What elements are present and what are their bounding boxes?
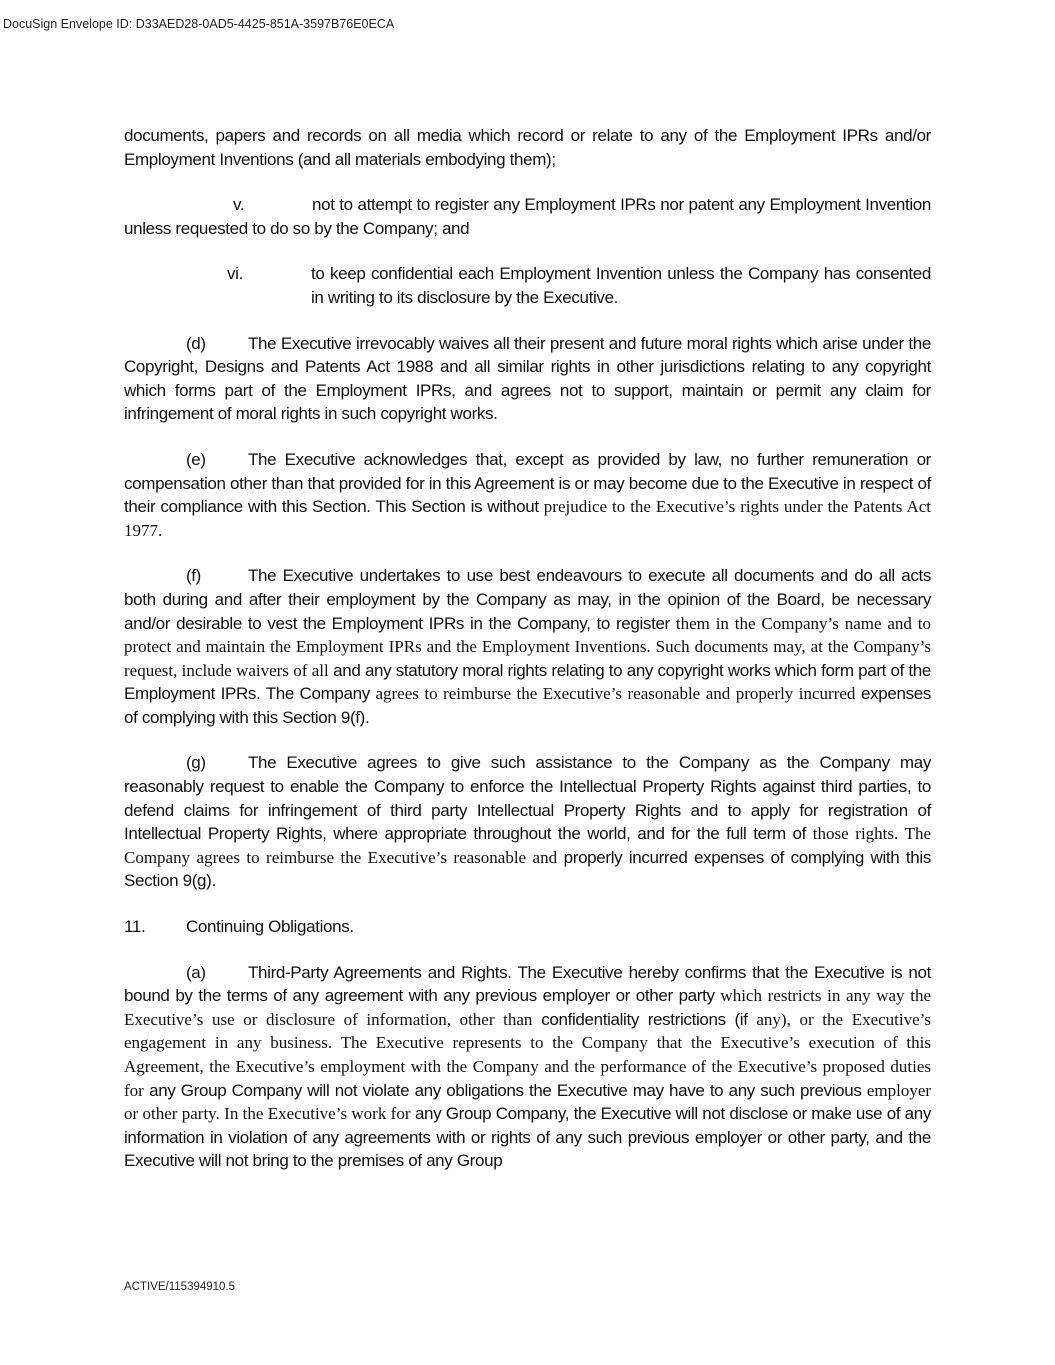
continued-paragraph: documents, papers and records on all media which record or relate to any of the Employment IPRs and/or Employment Inventions (and all materials embodying them); bbox=[124, 126, 931, 169]
document-reference: ACTIVE/115394910.5 bbox=[124, 1281, 236, 1293]
list-marker-vi: vi. bbox=[227, 264, 243, 284]
section-heading-11 bbox=[124, 915, 931, 939]
section-title: Continuing Obligations. bbox=[186, 917, 354, 937]
paragraph-f-text-3: expenses of complying with this Section 9(f). bbox=[124, 684, 932, 727]
paragraph-f-text-serif-2: agrees to reimburse the Executive’s reasonable and properly incurred bbox=[375, 684, 856, 704]
paragraph-11a-text-2: confidentiality restrictions (if bbox=[541, 1009, 748, 1029]
list-marker-v: v. bbox=[233, 195, 245, 215]
paragraph-g-text-2: properly incurred expenses of complying with this Section 9(g). bbox=[124, 847, 931, 891]
envelope-id: DocuSign Envelope ID: D33AED28-0AD5-4425-851A-3597B76E0ECA bbox=[3, 17, 395, 31]
paragraph-d bbox=[124, 332, 931, 426]
section-number: 11. bbox=[124, 917, 146, 937]
paragraph-f-text: The Executive undertakes to use best endeavours to execute all documents and do all acts both during and after their employment by the Company as may, in the opinion of the Board, be necessary and/or desirable to vest the Employment IPRs in the Company, to register bbox=[124, 566, 931, 633]
paragraph-g-text: The Executive agrees to give such assistance to the Company as the Company may reasonably request to enable the Company to enforce the Intellectual Property Rights against third parties, to defend claims for infringement of third party Intellectual Property Rights and to apply for registration of Intellectual Property Rights, where appropriate throughout the world, and for the full term of bbox=[124, 753, 931, 844]
paragraph-g-text-serif: those rights. The Company agrees to reimburse the Executive’s reasonable and bbox=[124, 824, 931, 867]
paragraph-11a-text-serif-2: any), or the Executive’s engagement in any business. The Executive represents to the Company that the Executive’s execution of this Agreement, the Executive’s employment with the Company and the performance of the Executive’s proposed duties for bbox=[124, 1009, 932, 1100]
paragraph-11a bbox=[124, 961, 931, 1173]
paragraph-g-marker: (g) bbox=[186, 753, 206, 773]
paragraph-f-text-2: and any statutory moral rights relating to any copyright works which form part of the Employment IPRs. The Company bbox=[124, 660, 931, 704]
paragraph-f-marker: (f) bbox=[186, 566, 201, 586]
paragraph-11a-title: Third-Party Agreements and Rights. bbox=[248, 962, 512, 982]
paragraph-11a-marker: (a) bbox=[186, 962, 206, 982]
paragraph-11a-text-serif-3: employer or other party. In the Executive’s work for bbox=[124, 1080, 932, 1124]
paragraph-11a-text: The Executive hereby confirms that the Executive is not bound by the terms of any agreement with any previous employer or other party bbox=[124, 962, 931, 1006]
paragraph-g bbox=[124, 751, 931, 893]
list-item-vi-text: to keep confidential each Employment Invention unless the Company has consented in writing to its disclosure by the Executive. bbox=[311, 264, 931, 307]
list-item-v bbox=[124, 193, 931, 240]
document-body bbox=[124, 124, 931, 1195]
paragraph-f-text-serif: them in the Company’s name and to protect and maintain the Employment IPRs and the Employment Inventions. Such documents may, at the Company’s request, include waivers of all bbox=[124, 613, 932, 680]
paragraph-e-text-serif: prejudice to the Executive’s rights under the Patents Act 1977. bbox=[124, 497, 931, 540]
paragraph-f bbox=[124, 564, 931, 729]
paragraph-e bbox=[124, 448, 931, 542]
paragraph-e-marker: (e) bbox=[186, 449, 206, 469]
paragraph-e-text: The Executive acknowledges that, except as provided by law, no further remuneration or compensation other than that provided for in this Agreement is or may become due to the Executive in respect of their compliance with this Section. This Section is without bbox=[124, 449, 931, 517]
paragraph-11a-text-4: any Group Company, the Executive will not disclose or make use of any information in violation of any agreements with or rights of any such previous employer or other party, and the Executive will not bring to the premises of any Group bbox=[124, 1104, 932, 1171]
list-item-vi bbox=[124, 262, 931, 309]
paragraph-d-text: The Executive irrevocably waives all their present and future moral rights which arise under the Copyright, Designs and Patents Act 1988 and all similar rights in other jurisdictions relating to any copyright which forms part of the Employment IPRs, and agrees not to support, maintain or permit any claim for infringement of moral rights in such copyright works. bbox=[124, 333, 931, 424]
paragraph-d-marker: (d) bbox=[186, 333, 206, 353]
list-item-v-text: not to attempt to register any Employment IPRs nor patent any Employment Invention unless requested to do so by the Company; and bbox=[124, 195, 931, 238]
paragraph-11a-text-3: any Group Company will not violate any obligations the Executive may have to any such previous bbox=[149, 1080, 862, 1100]
paragraph-11a-text-serif: which restricts in any way the Executive’s use or disclosure of information, other than bbox=[124, 986, 931, 1029]
